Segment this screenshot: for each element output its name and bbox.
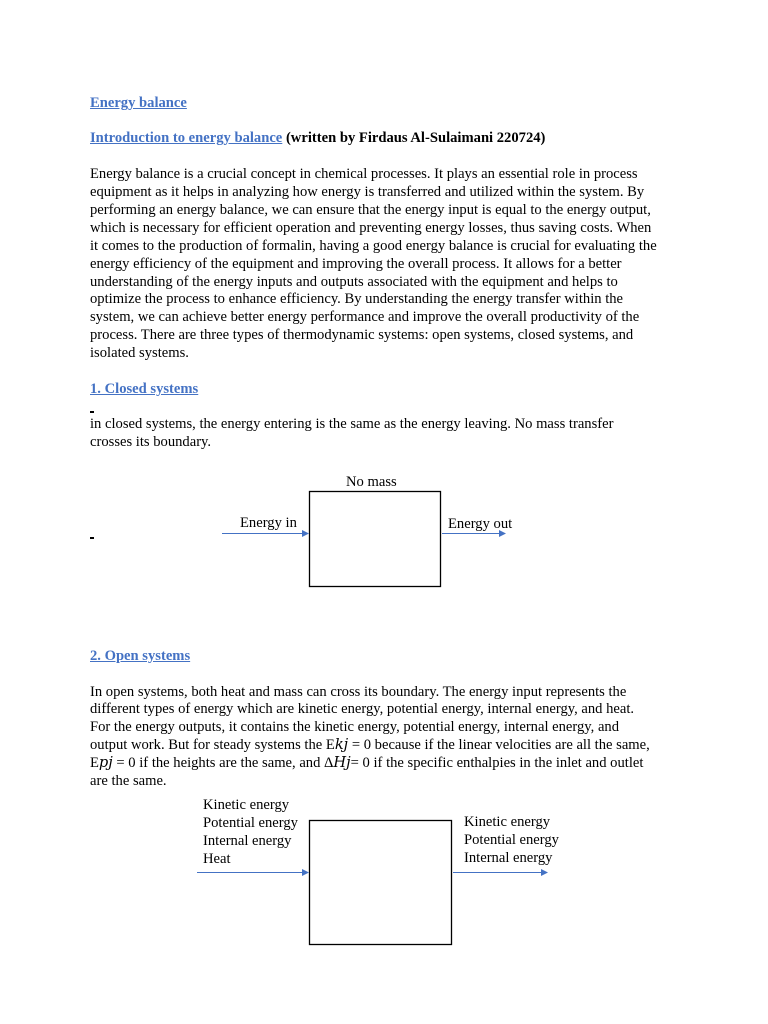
paragraph-line: process. There are three types of thermodynamic systems: open systems, closed systems, and	[90, 327, 634, 343]
paragraph-line: system, we can achieve better energy performance and improve the overall productivity of the	[90, 309, 640, 325]
paragraph-line: which is necessary for efficient operation and preventing energy losses, thus saving costs. When	[90, 220, 652, 236]
paragraph-line: in closed systems, the energy entering is the same as the energy leaving. No mass transfer	[90, 416, 614, 432]
energy-out-label: Energy out	[448, 516, 513, 532]
intro-author: (written by Firdaus Al-Sulaimani 220724)	[282, 130, 546, 146]
input-label: Internal energy	[203, 833, 292, 849]
intro-link[interactable]: Introduction to energy balance	[90, 130, 283, 146]
paragraph-line: In open systems, both heat and mass can cross its boundary. The energy input represents the	[90, 684, 627, 700]
input-label: Kinetic energy	[203, 797, 290, 813]
paragraph-line: Energy balance is a crucial concept in chemical processes. It plays an essential role in process	[90, 166, 638, 182]
paragraph-line: output work. But for steady systems the E𝑘𝑗 = 0 because if the linear velocities are all the same,	[90, 737, 650, 753]
paragraph-line: different types of energy which are kinetic energy, potential energy, internal energy, and heat.	[90, 701, 635, 717]
paragraph-line: equipment as it helps in analyzing how energy is transferred and utilized within the system. By	[90, 184, 645, 200]
energy-input-arrow	[197, 869, 309, 876]
paragraph-line: For the energy outputs, it contains the kinetic energy, potential energy, internal energy, and	[90, 719, 620, 735]
output-label: Internal energy	[464, 850, 553, 866]
paragraph-line: it comes to the production of formalin, having a good energy balance is crucial for evaluating the	[90, 238, 657, 254]
input-label: Heat	[203, 851, 231, 867]
closed-systems-heading[interactable]: 1. Closed systems	[90, 381, 199, 397]
energy-in-label: Energy in	[240, 515, 297, 531]
system-boundary-box	[310, 821, 452, 945]
paragraph-line: energy efficiency of the equipment and improving the overall process. It allows for a better	[90, 256, 622, 272]
paragraph-line: optimize the process to enhance efficiency. By understanding the energy transfer within the	[90, 291, 624, 307]
paragraph-line: understanding of the energy inputs and outputs associated with the equipment and helps to	[90, 274, 618, 290]
paragraph-line: are the same.	[90, 773, 167, 789]
paragraph-line: crosses its boundary.	[90, 434, 212, 450]
document-title: Energy balance	[90, 95, 187, 111]
output-label: Potential energy	[464, 832, 559, 848]
input-label: Potential energy	[203, 815, 298, 831]
output-label: Kinetic energy	[464, 814, 551, 830]
energy-output-arrow	[453, 869, 548, 876]
paragraph-line: E𝑝𝑗 = 0 if the heights are the same, and Δ𝐻𝑗= 0 if the specific enthalpies in the inlet and outlet	[90, 755, 644, 771]
paragraph-line: isolated systems.	[90, 345, 189, 361]
paragraph-line: performing an energy balance, we can ensure that the energy input is equal to the energy output,	[90, 202, 651, 218]
no-mass-label: No mass	[346, 474, 397, 490]
open-systems-heading[interactable]: 2. Open systems	[90, 648, 191, 664]
